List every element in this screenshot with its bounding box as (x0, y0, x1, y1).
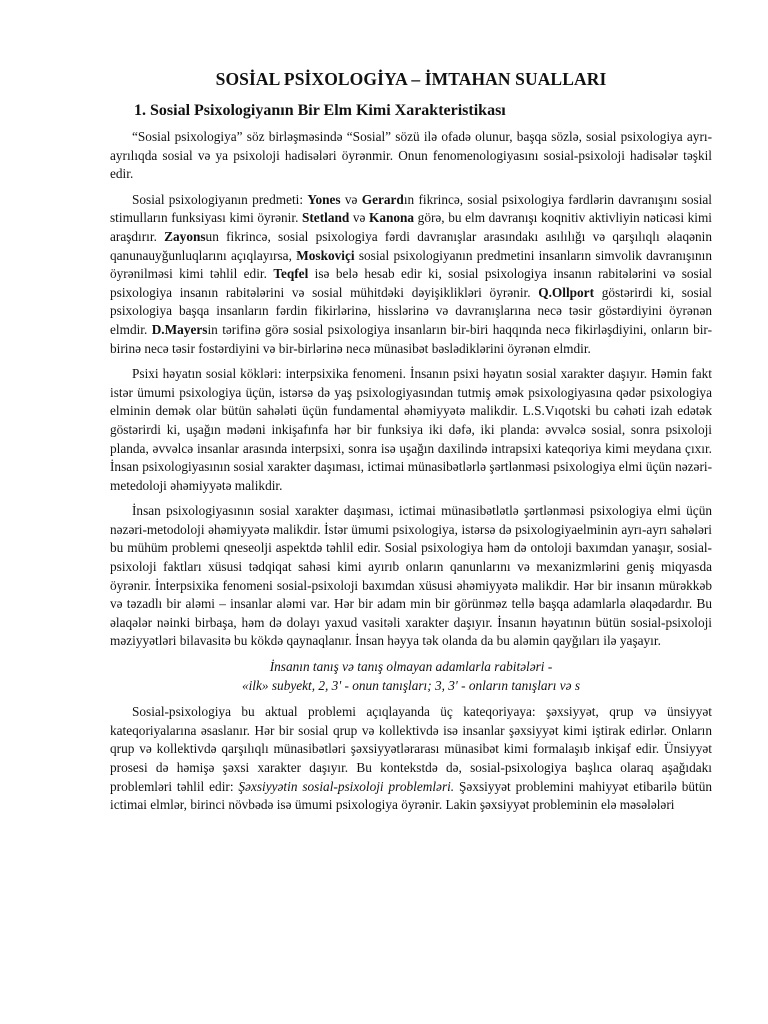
paragraph-social-roots: Psixi həyatın sosial kökləri: interpsixika fenomeni. İnsanın psixi həyatın sosial xarakter daşıyır. Həmin fakt istər ümumi psixologiya üçün, istərsə də yaş psixologiyasından tutmiş əmək psixologiyasına qədər psixologiya elminin demək olar bütün sahələti üçün fundamental əhəmiyyətə malikdir. L.S.Vıqotski bu cəhəti izah edətək göstərirdi ki, uşağın mədəni inkişafınfa hər bir funksiya iki dəfə, iki planda: əvvəlcə sosial, sonra psixoloji planda, əvvəlcə insanlar arasında interpsixi, sonra isə uşağın daxilində intrapsixi kateqoriya kimi meydana çıxır. İnsan psixologiyasının sosial xarakter daşıması, ictimai münasibətlərlə şərtlənməsi psixologiya elmi üçün nəzəri-metedoloji əhəmiyyətə malikdir. (110, 366, 712, 493)
author-teqfel: Teqfel (273, 266, 309, 282)
author-moskovici: Moskoviçi (296, 247, 355, 263)
caption-line-1: İnsanın tanış və tanış olmayan adamlarla rabitələri - (269, 659, 553, 675)
author-ollport: Q.Ollport (538, 284, 595, 300)
figure-caption (110, 658, 712, 695)
section-title: Sosial Psixologiyanın Bir Elm Kimi Xarakteristikası (150, 102, 506, 119)
author-gerard: Gerard (361, 191, 404, 207)
italic-term: Şəxsiyyətin sosial-psixoloji problemləri. (238, 778, 455, 794)
author-stetland: Stetland (301, 210, 350, 226)
author-yones: Yones (307, 191, 341, 207)
author-kanona: Kanona (369, 210, 415, 226)
author-mayers: D.Mayers (151, 321, 208, 337)
caption-line-2: «ilk» subyekt, 2, 3' - onun tanışları; 3, 3' - onların tanışları və s (241, 677, 581, 693)
paragraph-categories: Sosial-psixologiya bu aktual problemi açıqlayanda üç kateqoriyaya: şəxsiyyət, qrup və ünsiyyət kateqoriyalarına əsaslanır. Hər bir sosial qrup və kollektivdə isə insanlar şəxsiyyət kimi iştirak edirlər. Onların qrup və kollektivdə qarşılıqlı münasibətləri şəxsiyyətlərarası münasibət kimi formalaşıb inkişaf edir. Ünsiyyət prosesi də həmişə şəxsi xarakter daşıyır. Bu kontekstdə də, sosial-psixologiya başlıca olaraq aşağıdakı problemləri təhlil edir: Şəxsiyyətin sosial-psixoloji problemləri. Şəxsiyyət problemini mahiyyət etibarilə bütün ictimai elmlər, birinci növbədə isə ümumi psixologiya öyrənir. Lakin şəxsiyyət probleminin elə məsələləri (110, 704, 712, 813)
section-heading (134, 100, 712, 122)
paragraph-interpsychic: İnsan psixologiyasının sosial xarakter daşıması, ictimai münasibətlətlə şərtlənməsi psixologiya elmi üçün nəzəri-metodoloji əhəmiyyətə malikdir. İstər ümumi psixologiya, istərsə də psixologiyaelminin ayrı-ayrı sahələri bu mühüm problemi qneseolji aspektdə təhlil edir. Sosial psixologiya həm də ontoloji baxımdan yanaşır, sosial-psixoloji faktları xüsusi tədqiqat sahəsi kimi ayırıb onların qanunlarını və mexanizmlərini geniş miqyasda öyrənir. İnterpsixika fenomeni sosial-psixoloji baxımdan xüsusi əhəmiyyətə malikdir. Hər bir insanın mürəkkəb və təzadlı bir aləmi – insanlar aləmi var. Hər bir adam min bir görünməz tellə başqa adamlarla əlaqədardır. Bu əlaqələr nəinki birbaşa, həm də dolayı yaxud vasitəli xarakter daşıyır. İnsanın həyatının bütün sosial-psixoloji məziyyətləri bilavasitə bu kökdə qaynaqlanır. İnsan həyya tək olanda da bu aləmin qayğıları ilə yaşayır. (110, 503, 712, 649)
author-zayons: Zayons (164, 228, 206, 244)
paragraph-subject: Sosial psixologiyanın predmeti: Yones və Gerardın fikrincə, sosial psixologiya fərdlərin davranışını sosial stimulların funksiyası kimi öyrənir. Stetland və Kanona görə, bu elm davranışı koqnitiv aktivliyin nəticəsi kimi araşdırır. Zayonsun fikrincə, sosial psixologiya fərdi davranışlar arasındakı asılılığı və qarşılıqlı əlaqənin qanunauyğunluqlarını açıqlayırsa, Moskoviçi sosial psixologiyanın predmetini insanların simvolik davranışının öyrənilməsi kimi təhlil edir. Teqfel isə belə hesab edir ki, sosial psixologiya insanın rabitələrini və sosial psixologiya insanın rabitələrini və sosial mühitdəki dəyişiklikləri öyrənir. Q.Ollport göstərirdi ki, sosial psixologiya başqa insanların fərdin fikirlərinə, hisslərinə və davranışlarına necə təsir göstərdiyini öyrənən elmdir. D.Mayersin tərifinə görə sosial psixologiya insanların bir-biri haqqında necə fikirləşdiyini, onların bir-birinə necə təsir fostərdiyini və bir-birlərinə necə münasibət bəslədiklərini öyrənən elmdir. (110, 191, 713, 356)
section-number: 1. (134, 102, 146, 119)
document-title: SOSİAL PSİXOLOGİYA – İMTAHAN SUALLARI (215, 69, 607, 89)
paragraph-intro: “Sosial psixologiya” söz birləşməsində “Sosial” sözü ilə ofadə olunur, başqa sözlə, sosial psixologiya ayrı-ayrılıqda sosial və ya psixoloji hadisələri öyrənmir. Onun fenomenologiyasını sosial-psixoloji hadisələr təşkil edir. (110, 129, 712, 182)
